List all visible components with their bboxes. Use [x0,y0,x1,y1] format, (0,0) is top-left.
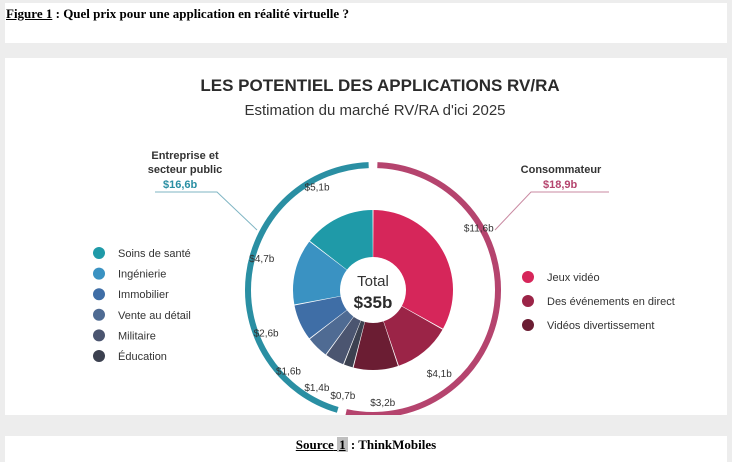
slice-label-videos-divertissement: $3,2b [370,397,396,409]
legend-dot-jeux-video [522,271,534,283]
slice-label-education: $0,7b [330,390,356,402]
legend-label-education: Éducation [118,351,167,363]
source-caption-number: 1 [339,437,346,452]
figure-caption-label: Figure 1 [6,6,53,21]
group-value-consumer: $18,9b [543,179,578,191]
legend-dot-ingenierie [93,268,105,280]
center-value: $35b [353,293,393,312]
figure-caption-text: Quel prix pour une application en réalité virtuelle ? [63,6,349,21]
source-caption-label: Source 1 [295,437,346,452]
legend-dot-videos-divertissement [522,319,534,331]
group-leader-consumer [495,192,609,230]
legend-label-vente-au-detail: Vente au détail [118,309,191,322]
slice-label-ingenierie: $4,7b [249,253,275,265]
chart-figure [5,58,727,415]
legend-dot-des-evenements-en-direct [522,295,534,307]
legend-label-ingenierie: Ingénierie [118,268,167,281]
slice-label-soins-de-sante: $5,1b [304,182,330,194]
group-leader-enterprise [155,192,257,230]
legend-dot-militaire [93,329,105,341]
group-name-consumer-line-1: Consommateur [520,164,602,176]
slice-label-des-evenements-en-direct: $4,1b [426,369,452,381]
legend-label-militaire: Militaire [118,330,156,343]
center-label: Total [357,273,389,290]
group-name-enterprise-line-2: secteur public [147,164,223,176]
slice-label-jeux-video: $11,6b [463,223,494,235]
legend-dot-immobilier [93,288,105,300]
chart-title: LES POTENTIEL DES APPLICATIONS RV/RA [200,76,560,95]
legend-label-des-evenements-en-direct: Des événements en direct [547,296,675,308]
source-caption [5,436,727,462]
figure-caption-separator: : [52,6,64,21]
legend-label-immobilier: Immobilier [118,289,169,302]
group-value-enterprise: $16,6b [163,179,198,191]
slice-label-immobilier: $2,6b [253,328,279,340]
chart-subtitle: Estimation du marché RV/RA d'ici 2025 [244,102,506,119]
legend-dot-education [93,350,105,362]
figure-caption [5,3,727,43]
slice-label-militaire: $1,4b [304,383,330,395]
source-caption-separator: : [347,437,359,452]
legend-label-videos-divertissement: Vidéos divertissement [547,320,655,332]
legend-label-soins-de-sante: Soins de santé [118,248,191,260]
group-name-enterprise-line-1: Entreprise et [151,150,219,162]
legend-dot-vente-au-detail [93,309,105,321]
source-caption-text: ThinkMobiles [358,437,437,452]
legend-dot-soins-de-sante [93,247,105,259]
legend-label-jeux-video: Jeux vidéo [547,272,600,284]
slice-label-vente-au-detail: $1,6b [275,366,301,378]
donut-chart [5,58,727,415]
